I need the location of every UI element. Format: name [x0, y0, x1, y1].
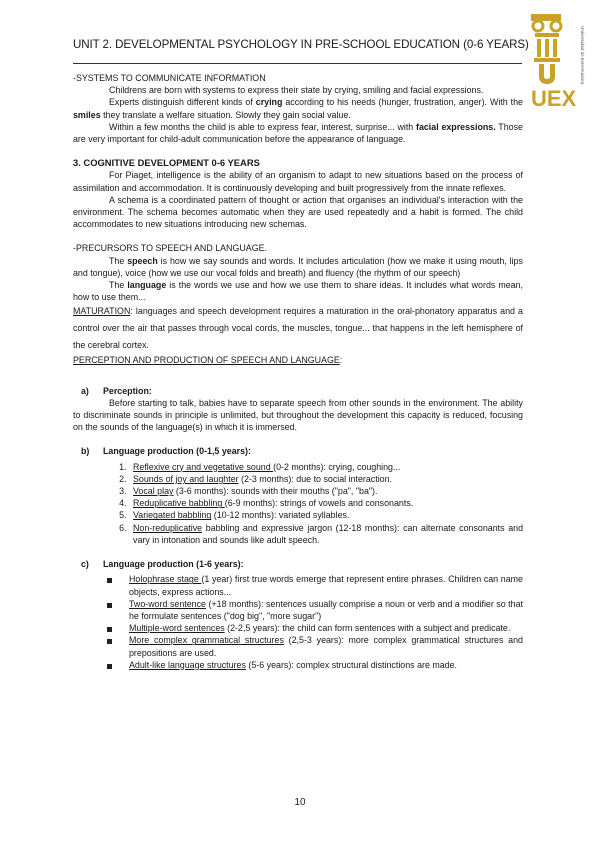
cognitive-paragraph-1: For Piaget, intelligence is the ability of an organism to adapt to new situations based on the process of assimilation and accommodation. It is continuously developing and built progressively from the innate reflexes. — [73, 170, 523, 193]
logo-side-text: Universidad de Extremadura — [580, 26, 585, 85]
systems-paragraph-2: Experts distinguish different kinds of crying according to his needs (hunger, frustration, anger). With the smiles they translate a welfare situation. Slowly they gain social value. — [73, 97, 523, 120]
production-0-1-list — [73, 461, 523, 546]
list-item: 5. Variegated babbling (10-12 months): variated syllables. — [129, 509, 523, 521]
systems-paragraph-1: Childrens are born with systems to express their state by crying, smiling and facial expressions. — [109, 85, 484, 96]
speech-paragraph: The speech is how we say sounds and words. It includes articulation (how we make it using mouth, lips and tongue), voice (how we use our vocal folds and breath) and fluency (the rhythm of our speech) — [73, 255, 523, 278]
language-paragraph: The language is the words we use and how we use them to share ideas. It includes what words mean, how to use them... — [73, 280, 523, 303]
perception-paragraph: Before starting to talk, babies have to separate speech from other sounds in the environment. The ability to discriminate sounds in principle is unlimited, but throughout the development this capacity is reduced, focusing on the sounds of the language(s) in which it is immersed. — [73, 397, 523, 433]
list-item: 1. Reflexive cry and vegetative sound (0-2 months): crying, coughing... — [129, 461, 523, 473]
header-divider — [73, 63, 522, 64]
perception-production-heading: PERCEPTION AND PRODUCTION OF SPEECH AND LANGUAGE: — [73, 355, 343, 366]
cognitive-heading: 3. COGNITIVE DEVELOPMENT 0-6 YEARS — [73, 157, 260, 169]
systems-heading: -SYSTEMS TO COMMUNICATE INFORMATION — [73, 73, 266, 83]
page-number: 10 — [294, 797, 306, 808]
cognitive-paragraph-2: A schema is a coordinated pattern of thought or action that organises an individual's interaction with the environment. The schema becomes automatic when they are used repeatedly and a habit is formed. The child accommodates to new situations introducing new schemas. — [73, 194, 523, 230]
list-item: Adult-like language structures (5-6 years): complex structural distinctions are made. — [129, 659, 523, 671]
list-item: Holophrase stage (1 year) first true words emerge that represent entire phrases. Children can name objects, express actions... — [129, 574, 523, 597]
list-item: 2. Sounds of joy and laughter (2-3 months): due to social interaction. — [129, 473, 523, 485]
maturation-paragraph: MATURATION: languages and speech development requires a maturation in the oral-phonatory apparatus and a control over the air that passes through vocal cords, the muscles, tongue... that happens in the left hemisphere of the cerebral cortex. — [73, 306, 523, 351]
list-item: 4. Reduplicative babbling (6-9 months): strings of vowels and consonants. — [129, 497, 523, 509]
page-content — [73, 72, 523, 671]
production-0-1-subheading: b) Language production (0-1,5 years): — [81, 446, 251, 457]
list-item: Two-word sentence (+18 months): sentences usually comprise a noun or verb and a modifier so that he formulate sentences ("dog big", "more sugar") — [129, 598, 523, 621]
perception-subheading: a) Perception: — [81, 385, 152, 396]
production-1-6-list — [73, 573, 523, 671]
list-item: More complex grammatical structures (2,5-3 years): more complex grammatical structures and prepositions are used. — [129, 635, 523, 658]
list-item: Multiple-word sentences (2-2,5 years): the child can form sentences with a subject and predicate. — [129, 622, 523, 634]
production-1-6-subheading: c) Language production (1-6 years): — [81, 559, 244, 570]
logo-text: UEX — [531, 86, 577, 110]
systems-paragraph-3: Within a few months the child is able to express fear, interest, surprise... with facial expressions. Those are very important for child-adult communication before the appearance of language. — [73, 121, 523, 145]
precursors-heading: -PRECURSORS TO SPEECH AND LANGUAGE. — [73, 243, 267, 254]
university-logo — [529, 6, 591, 110]
list-item: 3. Vocal play (3-6 months): sounds with their mouths ("pa", "ba"). — [129, 485, 523, 497]
list-item: 6. Non-reduplicative babbling and expressive jargon (12-18 months): can alternate consonants and vary in intonation and sounds like adult speech. — [129, 522, 523, 546]
page-header-title: UNIT 2. DEVELOPMENTAL PSYCHOLOGY IN PRE-SCHOOL EDUCATION (0-6 YEARS) — [73, 38, 529, 51]
